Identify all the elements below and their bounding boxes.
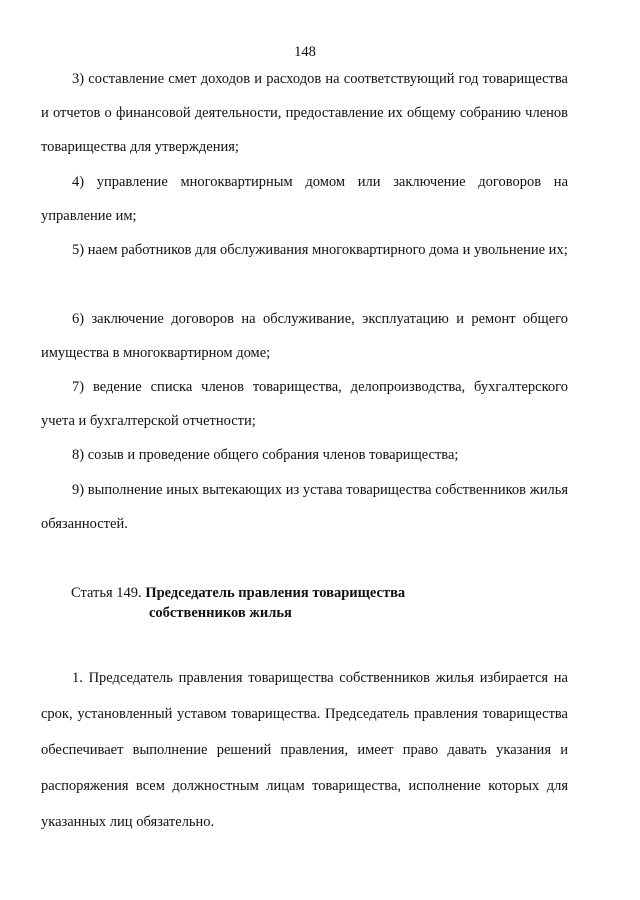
page-number: 148 [294,44,316,60]
article-heading [71,583,571,623]
list-item-4: 4) управление многоквартирным домом или заключение договоров на управление им; [41,174,568,224]
list-item-6: 6) заключение договоров на обслуживание, эксплуатацию и ремонт общего имущества в многоквартирном доме; [41,311,568,361]
article-title-line-2: собственников жилья [149,605,292,621]
list-item-9: 9) выполнение иных вытекающих из устава товарищества собственников жилья обязанностей. [41,482,568,532]
list-item-5: 5) наем работников для обслуживания многоквартирного дома и увольнение их; [72,242,568,258]
list-item-8: 8) созыв и проведение общего собрания членов товарищества; [72,447,459,463]
list-item-3: 3) составление смет доходов и расходов на соответствующий год товарищества и отчетов о финансовой деятельности, предоставление их общему собранию членов товарищества для утверждения; [41,71,568,155]
article-number: Статья 149. [71,585,142,601]
list-item-7: 7) ведение списка членов товарищества, делопроизводства, бухгалтерского учета и бухгалтерской отчетности; [41,379,568,429]
article-title-line-1: Председатель правления товарищества [145,585,406,601]
article-paragraph-1: 1. Председатель правления товарищества собственников жилья избирается на срок, установленный уставом товарищества. Председатель правления товарищества обеспечивает выполнение решений правления, имеет право давать указания и распоряжения всем должностным лицам товарищества, исполнение которых для указанных лиц обязательно. [41,670,568,830]
